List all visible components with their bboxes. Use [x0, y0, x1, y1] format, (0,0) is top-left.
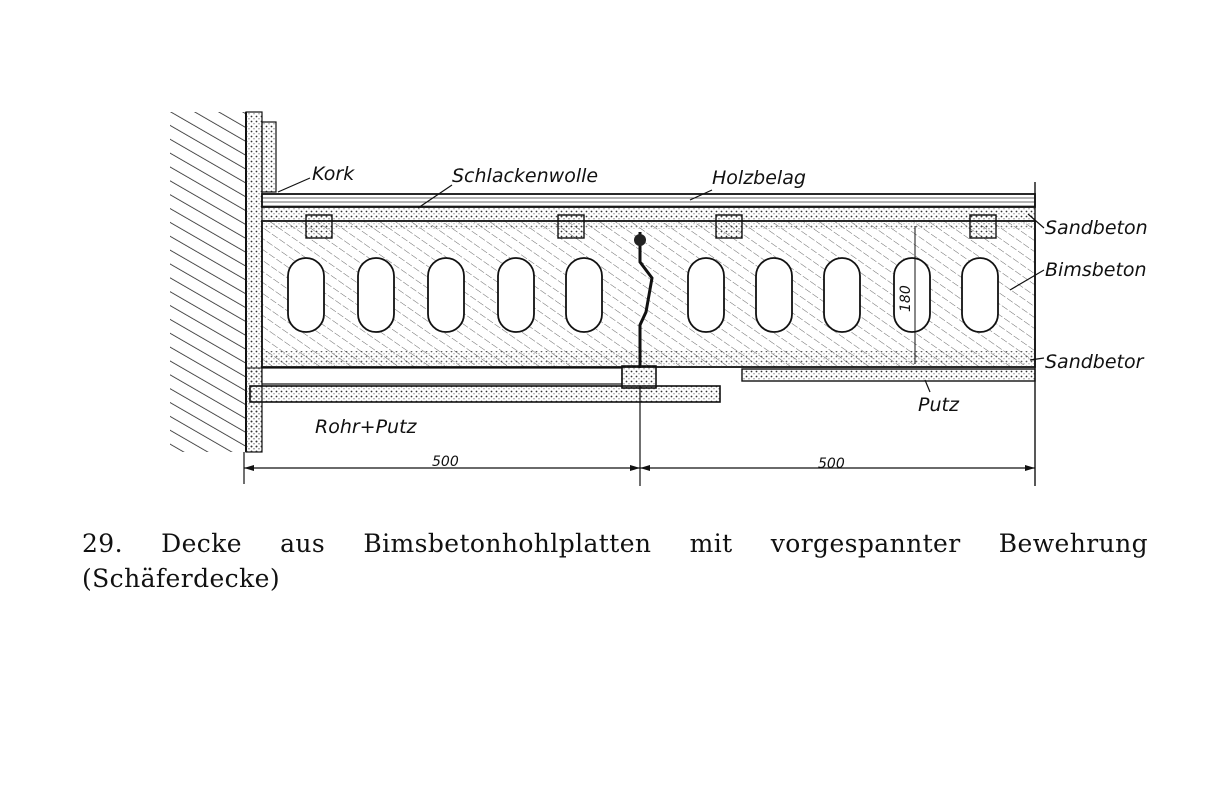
- label-schlackenwolle: Schlackenwolle: [452, 165, 599, 187]
- label-putz: Putz: [918, 394, 959, 416]
- label-sandbeton-bottom: Sandbetor: [1045, 351, 1144, 373]
- figure-caption: [82, 526, 1148, 596]
- dimension-left: 500: [432, 454, 459, 470]
- label-sandbeton-top: Sandbeton: [1045, 217, 1148, 239]
- caption-line-2: (Schäferdecke): [82, 564, 280, 593]
- label-rohr-putz: Rohr+Putz: [315, 416, 417, 438]
- dimension-right: 500: [818, 456, 845, 472]
- label-bimsbeton: Bimsbeton: [1045, 259, 1147, 281]
- plaster-ceiling: [742, 369, 1035, 381]
- caption-line-1: 29. Decke aus Bimsbetonhohlplatten mit vorgespannter Bewehrung: [82, 529, 1148, 558]
- label-slab-height: 180: [898, 285, 914, 312]
- reed-plaster-ceiling: [246, 366, 720, 452]
- slag-wool-layer: [262, 207, 1035, 221]
- wood-flooring-layer: [262, 194, 1035, 207]
- label-kork: Kork: [312, 163, 355, 185]
- label-holzbelag: Holzbelag: [712, 167, 806, 189]
- pumice-concrete-slab: [262, 215, 1035, 368]
